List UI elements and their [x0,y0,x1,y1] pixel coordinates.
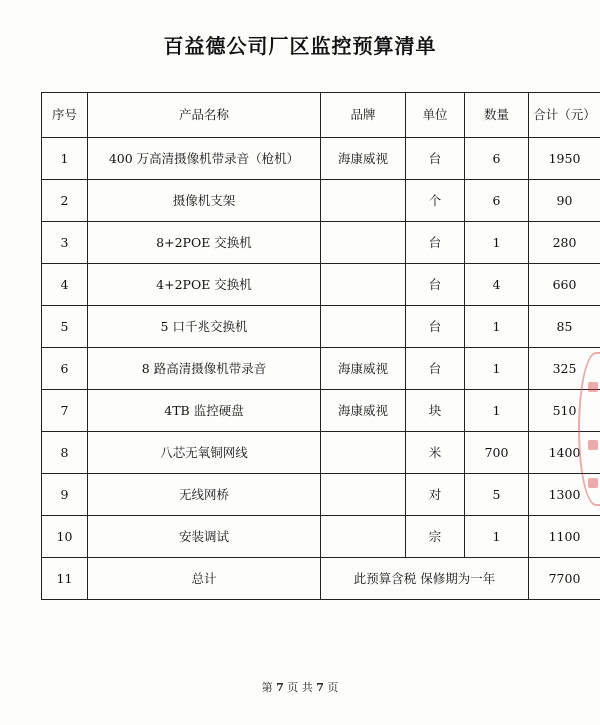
cell-index: 10 [42,516,88,558]
cell-total: 1950 [529,138,600,180]
cell-quantity: 1 [465,516,529,558]
cell-quantity: 1 [465,306,529,348]
cell-unit: 对 [406,474,465,516]
header-product-name: 产品名称 [88,93,321,138]
table-row [42,432,600,474]
header-brand: 品牌 [321,93,406,138]
cell-unit: 个 [406,180,465,222]
cell-index: 2 [42,180,88,222]
cell-product-name: 4TB 监控硬盘 [88,390,321,432]
cell-unit: 块 [406,390,465,432]
cell-product-name: 5 口千兆交换机 [88,306,321,348]
table-row [42,516,600,558]
header-unit: 单位 [406,93,465,138]
cell-unit: 台 [406,348,465,390]
cell-brand [321,474,406,516]
cell-index: 4 [42,264,88,306]
cell-total: 280 [529,222,600,264]
cell-quantity: 4 [465,264,529,306]
footer-prefix: 第 [261,681,273,694]
header-index: 序号 [42,93,88,138]
page-footer [0,679,600,695]
cell-index: 8 [42,432,88,474]
table-row [42,222,600,264]
cell-unit: 台 [406,222,465,264]
cell-brand [321,306,406,348]
cell-product-name: 4+2POE 交换机 [88,264,321,306]
seal-stamp-mark [588,440,598,450]
cell-brand [321,180,406,222]
budget-table [41,92,600,600]
table-header-row [42,93,600,138]
cell-unit: 台 [406,138,465,180]
cell-quantity: 1 [465,390,529,432]
seal-stamp-mark [588,382,598,392]
document-title: 百益德公司厂区监控预算清单 [163,34,437,58]
header-quantity: 数量 [465,93,529,138]
cell-total: 85 [529,306,600,348]
seal-stamp-mark [588,478,598,488]
summary-note: 此预算含税 保修期为一年 [321,558,529,600]
cell-product-name: 八芯无氧铜网线 [88,432,321,474]
cell-unit: 米 [406,432,465,474]
cell-index: 7 [42,390,88,432]
cell-index: 11 [42,558,88,600]
cell-index: 3 [42,222,88,264]
cell-index: 5 [42,306,88,348]
cell-brand: 海康威视 [321,390,406,432]
cell-index: 6 [42,348,88,390]
cell-product-name: 400 万高清摄像机带录音（枪机） [88,138,321,180]
cell-brand: 海康威视 [321,138,406,180]
cell-quantity: 700 [465,432,529,474]
cell-index: 1 [42,138,88,180]
cell-quantity: 6 [465,138,529,180]
cell-quantity: 5 [465,474,529,516]
footer-middle: 页 共 [287,681,313,694]
cell-product-name: 摄像机支架 [88,180,321,222]
cell-index: 9 [42,474,88,516]
cell-product-name: 无线网桥 [88,474,321,516]
footer-total-pages: 7 [316,681,324,694]
table-row [42,264,600,306]
cell-total: 90 [529,180,600,222]
footer-suffix: 页 [327,681,339,694]
cell-brand: 海康威视 [321,348,406,390]
cell-quantity: 1 [465,222,529,264]
table-row [42,474,600,516]
table-summary-row [42,558,600,600]
cell-brand [321,432,406,474]
summary-label: 总计 [88,558,321,600]
table-row [42,306,600,348]
summary-total: 7700 [529,558,600,600]
table-row [42,180,600,222]
cell-product-name: 安装调试 [88,516,321,558]
cell-total: 510 [529,390,600,432]
cell-total: 660 [529,264,600,306]
table-row [42,390,600,432]
cell-unit: 宗 [406,516,465,558]
cell-total: 1100 [529,516,600,558]
cell-quantity: 1 [465,348,529,390]
cell-total: 1300 [529,474,600,516]
cell-brand [321,264,406,306]
footer-page-number: 7 [276,681,284,694]
cell-total: 1400 [529,432,600,474]
table-row [42,348,600,390]
cell-quantity: 6 [465,180,529,222]
cell-unit: 台 [406,306,465,348]
cell-brand [321,516,406,558]
cell-unit: 台 [406,264,465,306]
header-total: 合计（元） [529,93,600,138]
cell-product-name: 8 路高清摄像机带录音 [88,348,321,390]
cell-total: 325 [529,348,600,390]
cell-brand [321,222,406,264]
table-row [42,138,600,180]
cell-product-name: 8+2POE 交换机 [88,222,321,264]
